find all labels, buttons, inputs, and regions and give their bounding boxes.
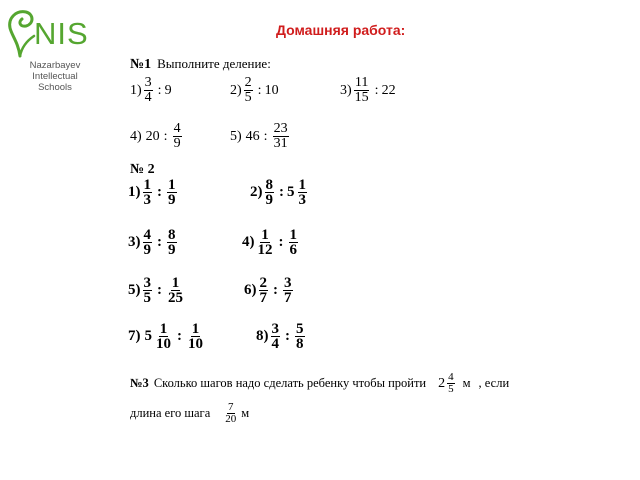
fraction: [167, 276, 184, 305]
fraction: [271, 322, 281, 351]
numerator: 3: [284, 275, 292, 291]
unit: м: [462, 376, 471, 390]
task1-item-4: [130, 122, 184, 151]
numerator: 3: [143, 275, 151, 291]
task3-line-1: [130, 372, 509, 395]
fraction: [143, 276, 153, 305]
numerator: 4: [143, 227, 151, 243]
denominator: 4: [271, 336, 279, 352]
item-label: 8): [256, 328, 269, 344]
numerator: 4: [173, 121, 181, 136]
task1-item-3: [340, 76, 396, 105]
denominator: 9: [265, 192, 273, 208]
item-label: 4): [130, 128, 142, 144]
denominator: 8: [296, 336, 304, 352]
numerator: 1: [298, 177, 306, 193]
denominator: 5: [143, 290, 151, 306]
denominator: 5: [448, 383, 454, 395]
numerator: 1: [159, 321, 168, 337]
task1-prompt: Выполните деление:: [157, 56, 271, 71]
fraction: [143, 178, 153, 207]
numerator: 11: [354, 75, 369, 90]
logo-name: NIS: [34, 16, 89, 51]
denominator: 4: [144, 90, 152, 105]
fraction: [143, 228, 153, 257]
numerator: 5: [296, 321, 304, 337]
fraction: [295, 322, 305, 351]
task2-item-4: [242, 228, 300, 257]
task1-header: [130, 56, 271, 73]
task2-item-6: [244, 276, 295, 305]
item-label: 1): [128, 184, 141, 200]
task2-item-1: [128, 178, 179, 207]
fraction: [244, 76, 253, 105]
denominator: 31: [273, 136, 288, 151]
numerator: 1: [289, 227, 297, 243]
item-label: 2): [250, 184, 263, 200]
fraction: [259, 276, 269, 305]
fraction: [354, 76, 370, 105]
item-label: 7): [128, 328, 141, 344]
denominator: 7: [284, 290, 292, 306]
numerator: 1: [168, 177, 176, 193]
operand: 10: [264, 82, 279, 98]
denominator: 9: [168, 192, 176, 208]
denominator: 5: [244, 90, 252, 105]
division-sign: :: [157, 234, 162, 250]
numerator: 8: [168, 227, 176, 243]
division-sign: :: [157, 282, 162, 298]
task2-header: № 2: [130, 162, 155, 177]
numerator: 3: [271, 321, 279, 337]
fraction: [167, 178, 177, 207]
operand: 22: [381, 82, 396, 98]
whole-part: 5: [144, 328, 152, 344]
denominator: 15: [354, 90, 369, 105]
denominator: 9: [143, 242, 151, 258]
denominator: 9: [168, 242, 176, 258]
task1-item-1: [130, 76, 172, 105]
division-sign: :: [157, 82, 162, 98]
numerator: 2: [244, 75, 252, 90]
logo-subtitle: [18, 60, 92, 93]
slide-title: Домашняя работа:: [276, 22, 406, 38]
numerator: 8: [265, 177, 273, 193]
fraction: [224, 402, 237, 425]
task3-line-2: [130, 402, 249, 425]
unit: м: [241, 406, 250, 420]
whole-part: 2: [438, 375, 446, 391]
division-sign: :: [177, 328, 182, 344]
numerator: 3: [144, 75, 152, 90]
division-sign: :: [278, 234, 284, 250]
fraction: [273, 122, 289, 151]
task2-item-3: [128, 228, 179, 257]
division-sign: :: [374, 82, 379, 98]
fraction: [283, 276, 293, 305]
numerator: 1: [143, 177, 151, 193]
item-label: 1): [130, 82, 142, 98]
denominator: 12: [257, 242, 273, 258]
task1-number: №1: [130, 57, 152, 72]
leaf-swirl-icon: [4, 6, 38, 58]
task1-item-5: [230, 122, 291, 151]
fraction: [144, 76, 153, 105]
numerator: 1: [261, 227, 269, 243]
fraction: [257, 228, 274, 257]
task3-question: Сколько шагов надо сделать ребенку чтобы пройти: [153, 376, 427, 390]
numerator: 7: [228, 401, 234, 413]
division-sign: :: [273, 282, 278, 298]
whole-part: 5: [287, 184, 295, 200]
denominator: 6: [289, 242, 297, 258]
item-label: 2): [230, 82, 242, 98]
operand: 20: [145, 128, 160, 144]
denominator: 3: [143, 192, 151, 208]
task2-item-2: [250, 178, 309, 207]
item-label: 5): [128, 282, 141, 298]
division-sign: :: [263, 128, 268, 144]
division-sign: :: [163, 128, 168, 144]
item-label: 4): [242, 234, 255, 250]
task2-item-5: [128, 276, 186, 305]
fraction: [289, 228, 299, 257]
denominator: 25: [168, 290, 183, 306]
task3-number: №3: [130, 376, 149, 390]
numerator: 2: [259, 275, 267, 291]
logo-sub-line: Schools: [38, 82, 72, 93]
division-sign: :: [257, 82, 262, 98]
numerator: 23: [273, 121, 288, 136]
denominator: 9: [173, 136, 181, 151]
fraction: [298, 178, 308, 207]
task3-step-text: длина его шага: [130, 406, 211, 420]
fraction: [173, 122, 182, 151]
item-label: 3): [340, 82, 352, 98]
fraction: [155, 322, 172, 351]
task2-item-8: [256, 322, 307, 351]
numerator: 4: [448, 371, 454, 383]
numerator: 1: [191, 321, 200, 337]
denominator: 20: [225, 413, 237, 425]
division-sign: :: [157, 184, 162, 200]
operand: 9: [164, 82, 172, 98]
fraction: [167, 228, 177, 257]
homework-sheet: [120, 52, 560, 430]
logo-sub-line: Intellectual: [32, 71, 78, 82]
denominator: 7: [259, 290, 267, 306]
division-sign: :: [279, 184, 284, 200]
item-label: 6): [244, 282, 257, 298]
fraction: [187, 322, 204, 351]
denominator: 10: [156, 336, 171, 352]
division-sign: :: [285, 328, 290, 344]
logo-sub-line: Nazarbayev: [29, 60, 81, 71]
task3-tail: , если: [478, 376, 510, 390]
fraction: [265, 178, 275, 207]
task2-item-7: [128, 322, 206, 351]
task1-item-2: [230, 76, 279, 105]
item-label: 5): [230, 128, 242, 144]
numerator: 1: [171, 275, 180, 291]
operand: 46: [245, 128, 260, 144]
denominator: 3: [298, 192, 306, 208]
denominator: 10: [188, 336, 203, 352]
item-label: 3): [128, 234, 141, 250]
nis-logo: [4, 6, 104, 92]
fraction: [447, 372, 455, 395]
